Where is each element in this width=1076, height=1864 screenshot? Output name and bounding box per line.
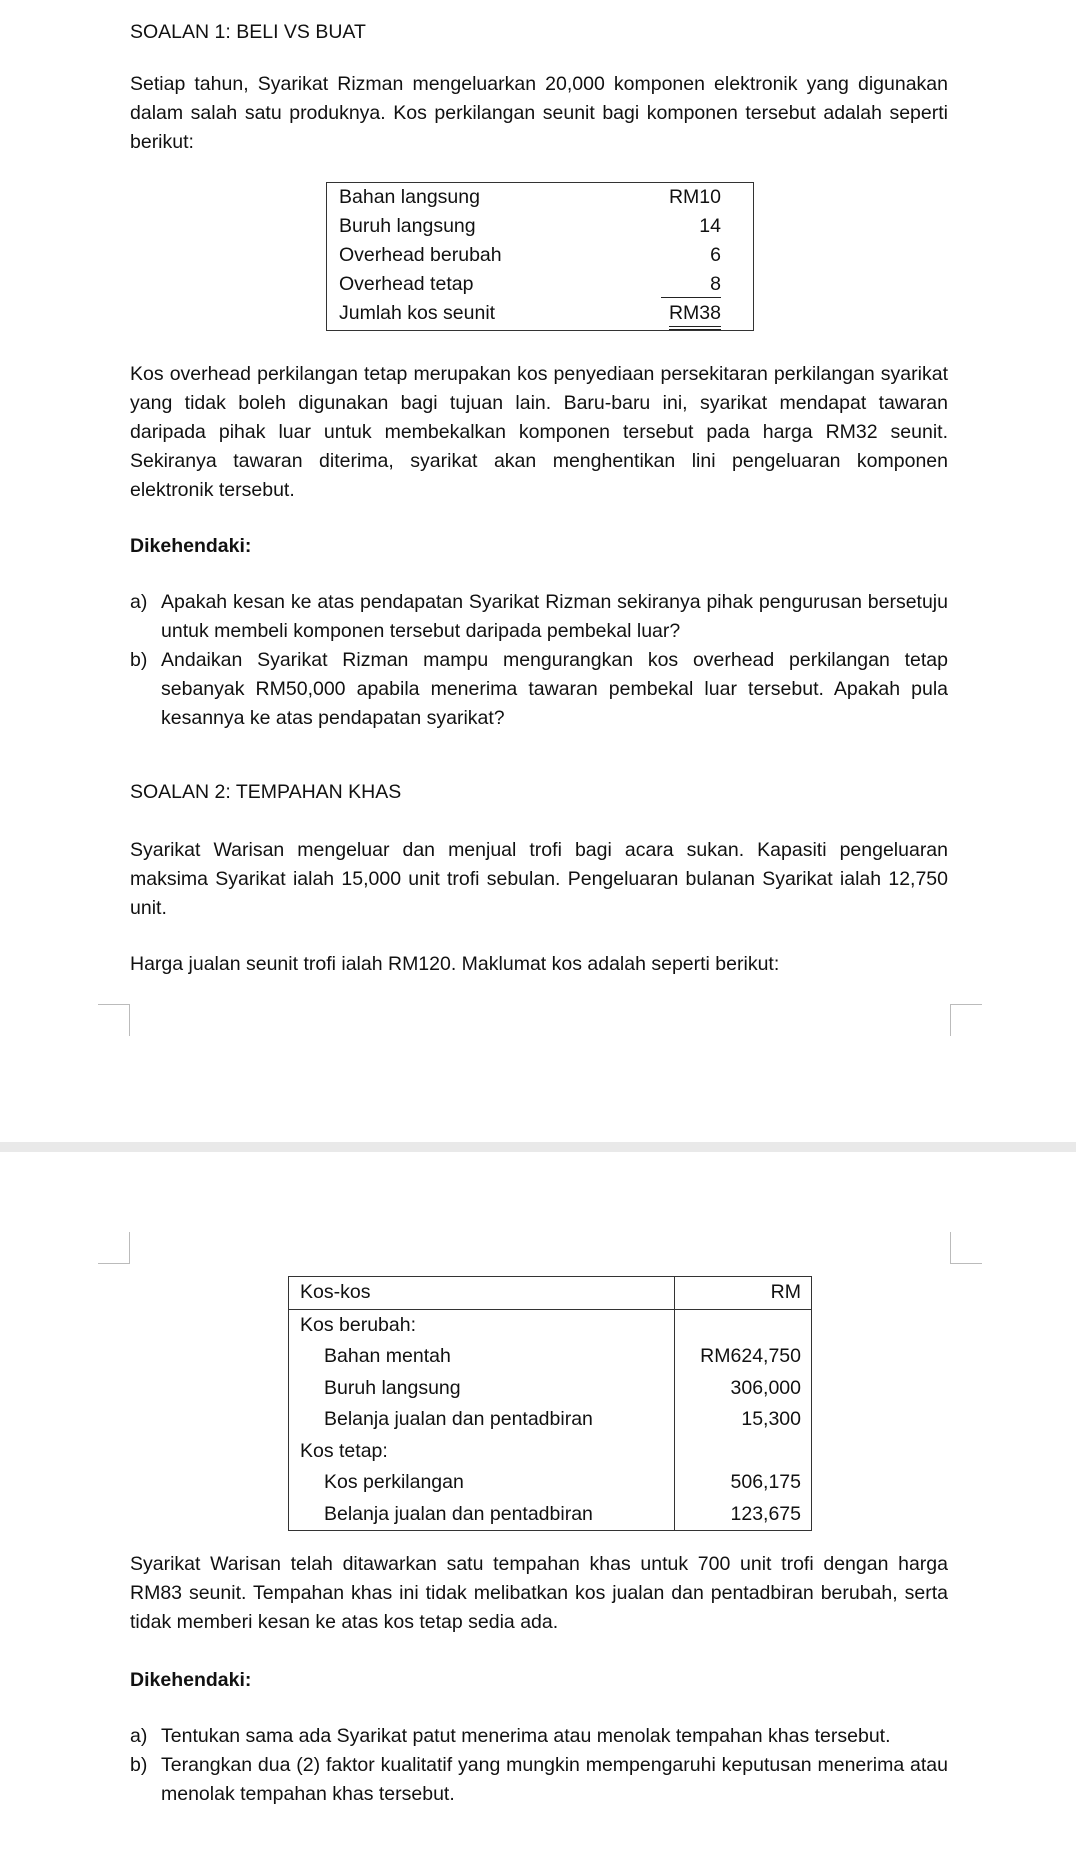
table-row (289, 1404, 812, 1436)
section-heading: Kos tetap: (300, 1439, 388, 1462)
q2-question-list (130, 1722, 948, 1809)
table-row (327, 212, 754, 241)
q1-question-list (130, 588, 948, 733)
question-label: b) (130, 649, 148, 671)
table-row (327, 270, 754, 299)
cost-amount: 6 (710, 244, 721, 266)
margin-corner-mark (950, 1004, 982, 1036)
table-row (289, 1309, 812, 1341)
cost-amount: 15,300 (675, 1404, 812, 1436)
column-header: RM (675, 1277, 812, 1310)
cost-label: Overhead tetap (339, 273, 474, 295)
question-label: b) (130, 1754, 148, 1776)
list-item (130, 1751, 948, 1809)
table-row-total (327, 299, 754, 331)
q1-cost-table (326, 182, 754, 331)
page-2 (0, 1152, 1076, 1864)
cost-amount: 506,175 (675, 1467, 812, 1499)
table-row (289, 1467, 812, 1499)
cost-label: Belanja jualan dan pentadbiran (324, 1408, 593, 1430)
list-item (130, 588, 948, 646)
margin-corner-mark (98, 1004, 130, 1036)
cost-label: Overhead berubah (339, 244, 502, 266)
cost-label: Kos perkilangan (324, 1471, 464, 1493)
list-item (130, 646, 948, 733)
cost-amount: RM10 (668, 186, 721, 208)
cost-amount: 306,000 (675, 1373, 812, 1405)
cost-label: Bahan mentah (324, 1345, 451, 1367)
section-heading: Kos berubah: (300, 1313, 417, 1336)
cost-label: Buruh langsung (339, 215, 476, 237)
q2-paragraph: Syarikat Warisan telah ditawarkan satu tempahan khas untuk 700 unit trofi dengan harga RM83 seunit. Tempahan khas ini tidak melibatkan kos jualan dan pentadbiran berubah, serta tidak memberi kesan ke atas kos tetap sedia ada. (130, 1553, 948, 1633)
q1-required-heading: Dikehendaki: (130, 535, 252, 557)
q1-title: SOALAN 1: BELI VS BUAT (130, 21, 366, 43)
table-row (289, 1436, 812, 1468)
cost-label: Belanja jualan dan pentadbiran (324, 1502, 593, 1525)
margin-corner-mark (950, 1232, 982, 1264)
cost-amount: 14 (699, 215, 721, 237)
q1-intro: Setiap tahun, Syarikat Rizman mengeluarkan 20,000 komponen elektronik yang digunakan dalam salah satu produknya. Kos perkilangan seunit bagi komponen tersebut adalah seperti berikut: (130, 73, 948, 153)
question-text: Terangkan dua (2) faktor kualitatif yang mungkin mempengaruhi keputusan menerima atau menolak tempahan khas tersebut. (161, 1754, 948, 1805)
cost-amount: RM624,750 (675, 1341, 812, 1373)
cost-amount: 8 (661, 271, 721, 298)
q2-title: SOALAN 2: TEMPAHAN KHAS (130, 781, 402, 803)
table-row (289, 1373, 812, 1405)
margin-corner-mark (98, 1232, 130, 1264)
question-label: a) (130, 591, 148, 613)
cost-label: Buruh langsung (324, 1376, 461, 1399)
table-row (327, 183, 754, 213)
q1-paragraph: Kos overhead perkilangan tetap merupakan kos penyediaan persekitaran perkilangan syarikat yang tidak boleh digunakan bagi tujuan lain. Baru-baru ini, syarikat mendapat tawaran daripada pihak luar untuk membekalkan komponen tersebut pada harga RM32 seunit. Sekiranya tawaran diterima, syarikat akan menghentikan lini pengeluaran komponen elektronik tersebut. (130, 363, 948, 501)
question-label: a) (130, 1725, 148, 1747)
cost-total: RM38 (669, 300, 721, 330)
table-row (289, 1499, 812, 1531)
question-text: Andaikan Syarikat Rizman mampu mengurangkan kos overhead perkilangan tetap sebanyak RM50,000 apabila menerima tawaran pembekal luar tersebut. Apakah pula kesannya ke atas pendapatan syarikat? (161, 649, 948, 729)
q2-required-heading: Dikehendaki: (130, 1669, 252, 1691)
q2-intro: Syarikat Warisan mengeluar dan menjual trofi bagi acara sukan. Kapasiti pengeluaran maksima Syarikat ialah 15,000 unit trofi sebulan. Pengeluaran bulanan Syarikat ialah 12,750 unit. (130, 839, 948, 919)
cost-label: Bahan langsung (339, 186, 480, 208)
question-text: Tentukan sama ada Syarikat patut menerima atau menolak tempahan khas tersebut. (161, 1725, 891, 1747)
table-header-row (289, 1277, 812, 1310)
column-header: Kos-kos (289, 1277, 675, 1310)
table-row (289, 1341, 812, 1373)
cost-amount: 123,675 (675, 1499, 812, 1531)
q2-price-line: Harga jualan seunit trofi ialah RM120. Maklumat kos adalah seperti berikut: (130, 953, 780, 975)
q2-cost-table (288, 1276, 812, 1531)
table-row (327, 241, 754, 270)
list-item (130, 1722, 948, 1751)
question-text: Apakah kesan ke atas pendapatan Syarikat Rizman sekiranya pihak pengurusan bersetuju untuk membeli komponen tersebut daripada pembekal luar? (161, 591, 948, 642)
cost-label: Jumlah kos seunit (339, 302, 496, 324)
